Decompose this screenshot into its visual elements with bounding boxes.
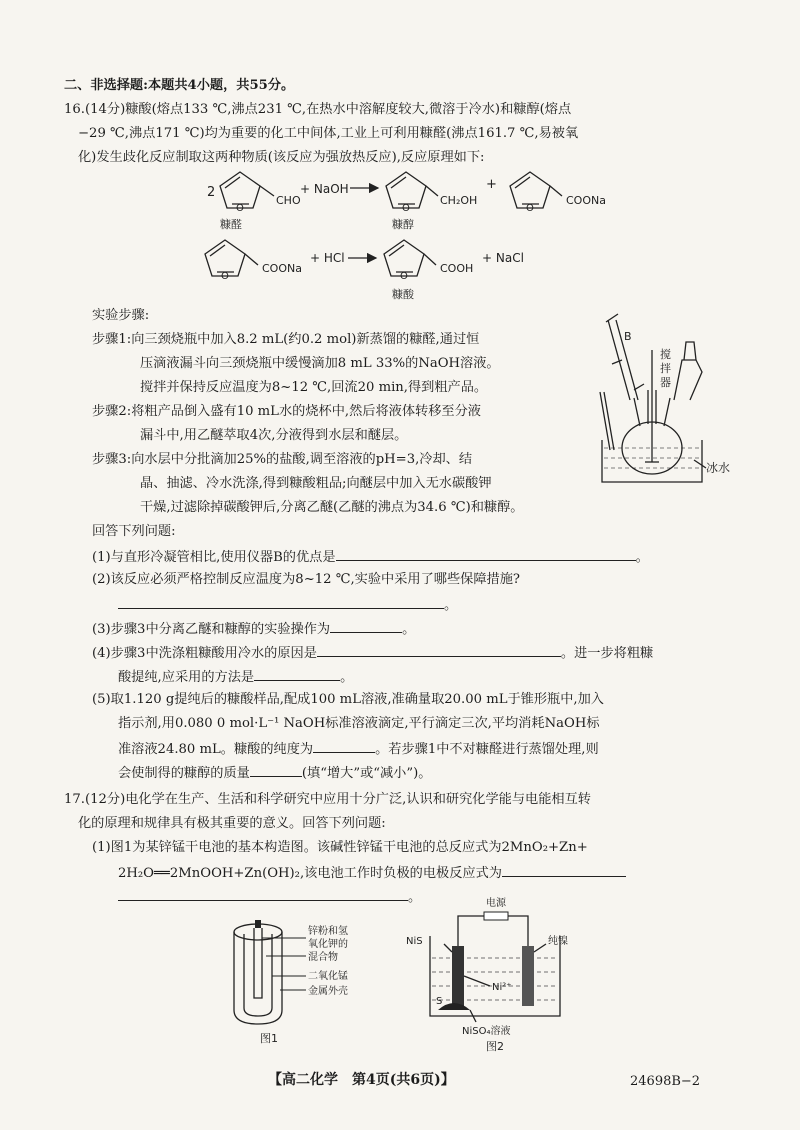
question-4-period: 。 bbox=[340, 670, 354, 685]
reflux-apparatus-figure bbox=[590, 300, 740, 490]
footer-code: 24698B−2 bbox=[630, 1074, 701, 1089]
question-3-period: 。 bbox=[402, 622, 416, 637]
question-3 bbox=[92, 618, 415, 640]
question-4 bbox=[92, 642, 653, 664]
cho-group: CHO bbox=[276, 194, 301, 207]
question-5-text-f: (填“增大”或“减小”)。 bbox=[301, 766, 432, 781]
question-1-period: 。 bbox=[635, 550, 649, 565]
answer-blank-4a[interactable] bbox=[317, 642, 561, 657]
ch2oh-group: CH₂OH bbox=[440, 194, 478, 207]
question-5-line-1: (5)取1.120 g提纯后的糠酸样品,配成100 mL溶液,准确量取20.00 mL于锥形瓶中,加入 bbox=[92, 692, 604, 707]
fig2-ni-ion: Ni²⁺ bbox=[492, 982, 512, 993]
fig2-solution-label: NiSO₄溶液 bbox=[462, 1026, 511, 1037]
plus-naoh: + NaOH bbox=[300, 182, 349, 196]
question-5-line-4 bbox=[118, 762, 431, 784]
question-2-period: 。 bbox=[444, 598, 458, 613]
coona-group-1: COONa bbox=[566, 194, 606, 207]
label-stirrer-1: 搅 bbox=[660, 348, 671, 361]
furan-o-3: O bbox=[526, 203, 534, 214]
fig1-caption: 图1 bbox=[260, 1032, 278, 1045]
question-5-line-3 bbox=[118, 738, 599, 760]
fig2-power-label: 电源 bbox=[486, 898, 506, 909]
label-furoic-acid: 糠酸 bbox=[392, 288, 414, 301]
question-1-text: (1)与直形冷凝管相比,使用仪器B的优点是 bbox=[92, 550, 336, 565]
question-2: (2)该反应必须严格控制反应温度为8~12 ℃,实验中采用了哪些保障措施? bbox=[92, 572, 520, 587]
question-1 bbox=[92, 546, 649, 568]
plus-sign-1: + bbox=[486, 177, 497, 192]
step1-line-3: 搅拌并保持反应温度为8~12 ℃,回流20 min,得到粗产品。 bbox=[140, 380, 488, 395]
question-4-text-b: 。进一步将粗糠 bbox=[560, 646, 654, 661]
answer-blank-5a[interactable] bbox=[313, 738, 375, 753]
q17-part1-period: 。 bbox=[408, 890, 422, 905]
step3-line-2: 晶、抽滤、冷水洗涤,得到糠酸粗品;向醚层中加入无水碳酸钾 bbox=[140, 476, 492, 491]
figure-2-electrolysis bbox=[404, 892, 594, 1054]
q17-intro-line-1: 17.(12分)电化学在生产、生活和科学研究中应用十分广泛,认识和研究化学能与电能相互转 bbox=[64, 792, 591, 807]
furan-o-2: O bbox=[402, 203, 410, 214]
answer-blank-4b[interactable] bbox=[254, 666, 340, 681]
plus-nacl: + NaCl bbox=[482, 251, 524, 265]
label-furfural: 糠醛 bbox=[220, 218, 242, 231]
step3-line-1: 步骤3:向水层中分批滴加25%的盐酸,调至溶液的pH=3,冷却、结 bbox=[92, 452, 473, 467]
figure-1-dry-cell bbox=[228, 918, 388, 1048]
question-5-text-d: 。若步骤1中不对糠醛进行蒸馏处理,则 bbox=[375, 742, 599, 757]
cooh-group: COOH bbox=[440, 262, 474, 275]
label-b: B bbox=[624, 330, 632, 343]
coona-group-2: COONa bbox=[262, 262, 302, 275]
fig2-caption: 图2 bbox=[486, 1040, 504, 1053]
label-furfuryl-alcohol: 糠醇 bbox=[392, 218, 414, 231]
answer-blank-1[interactable] bbox=[336, 546, 636, 561]
question-4-text-c: 酸提纯,应采用的方法是 bbox=[118, 670, 255, 685]
question-4-text-a: (4)步骤3中洗涤粗糠酸用冷水的原因是 bbox=[92, 646, 317, 661]
step2-line-1: 步骤2:将粗产品倒入盛有10 mL水的烧杯中,然后将液体转移至分液 bbox=[92, 404, 481, 419]
question-5-text-c: 准溶液24.80 mL。糠酸的纯度为 bbox=[118, 742, 314, 757]
fig2-nis-label: NiS bbox=[406, 936, 423, 947]
step3-line-3: 干燥,过滤除掉碳酸钾后,分离乙醚(乙醚的沸点为34.6 ℃)和糠醇。 bbox=[140, 500, 524, 515]
plus-hcl: + HCl bbox=[310, 251, 345, 265]
furan-o-4: O bbox=[221, 271, 229, 282]
answer-blank-17-1b[interactable] bbox=[118, 886, 408, 901]
answer-blank-3[interactable] bbox=[330, 618, 402, 633]
fig1-label-5: 金属外壳 bbox=[308, 986, 348, 997]
label-stirrer-3: 器 bbox=[660, 376, 671, 389]
steps-title: 实验步骤: bbox=[92, 308, 150, 323]
answer-prompt: 回答下列问题: bbox=[92, 524, 176, 539]
question-5-line-2: 指示剂,用0.080 0 mol·L⁻¹ NaOH标准溶液滴定,平行滴定三次,平均消耗NaOH标 bbox=[118, 716, 600, 731]
label-ice-water: 冰水 bbox=[706, 461, 731, 475]
answer-blank-2[interactable] bbox=[118, 594, 444, 609]
answer-blank-17-1a[interactable] bbox=[502, 862, 626, 877]
q17-part1-line-2 bbox=[118, 862, 626, 884]
fig1-label-4: 二氧化锰 bbox=[308, 971, 348, 982]
q17-part1-text-b: 2H₂O══2MnOOH+Zn(OH)₂,该电池工作时负极的电极反应式为 bbox=[118, 866, 502, 881]
step2-line-2: 漏斗中,用乙醚萃取4次,分液得到水层和醚层。 bbox=[140, 428, 408, 443]
coefficient-2: 2 bbox=[207, 185, 216, 200]
fig2-s-label: S bbox=[436, 996, 443, 1007]
furan-o-1: O bbox=[236, 203, 244, 214]
fig1-label-1: 锌粉和氢 bbox=[308, 926, 348, 937]
label-stirrer-2: 拌 bbox=[660, 362, 671, 375]
q17-intro-line-2: 化的原理和规律具有极其重要的意义。回答下列问题: bbox=[78, 816, 386, 831]
fig1-label-3: 混合物 bbox=[308, 952, 338, 963]
step1-line-1: 步骤1:向三颈烧瓶中加入8.2 mL(约0.2 mol)新蒸馏的糠醛,通过恒 bbox=[92, 332, 480, 347]
answer-blank-5b[interactable] bbox=[250, 762, 302, 777]
question-4-cont bbox=[118, 666, 353, 688]
footer-page-info: 【高二化学 第4页(共6页)】 bbox=[268, 1072, 455, 1088]
q16-intro-line-2: −29 ℃,沸点171 ℃)均为重要的化工中间体,工业上可利用糠醛(沸点161.7 ℃,易被氧 bbox=[78, 126, 579, 141]
q17-part1-line-1: (1)图1为某锌锰干电池的基本构造图。该碱性锌锰干电池的总反应式为2MnO₂+Zn+ bbox=[92, 840, 588, 855]
question-2-answer bbox=[118, 594, 457, 616]
fig2-pure-ni-label: 纯镍 bbox=[548, 936, 568, 947]
q16-intro-line-3: 化)发生歧化反应制取这两种物质(该反应为强放热反应),反应原理如下: bbox=[78, 150, 485, 165]
step1-line-2: 压滴液漏斗向三颈烧瓶中缓慢滴加8 mL 33%的NaOH溶液。 bbox=[140, 356, 500, 371]
q17-part1-line-3 bbox=[118, 886, 421, 908]
question-5-text-e: 会使制得的糠醇的质量 bbox=[118, 766, 250, 781]
question-3-text: (3)步骤3中分离乙醚和糠醇的实验操作为 bbox=[92, 622, 331, 637]
reaction-scheme bbox=[0, 0, 800, 310]
fig1-label-2: 氧化钾的 bbox=[308, 939, 348, 950]
q16-intro-line-1: 16.(14分)糠酸(熔点133 ℃,沸点231 ℃,在热水中溶解度较大,微溶于冷水)和糠醇(熔点 bbox=[64, 102, 572, 117]
furan-o-5: O bbox=[400, 271, 408, 282]
section-title: 二、非选择题:本题共4小题，共55分。 bbox=[64, 78, 295, 93]
